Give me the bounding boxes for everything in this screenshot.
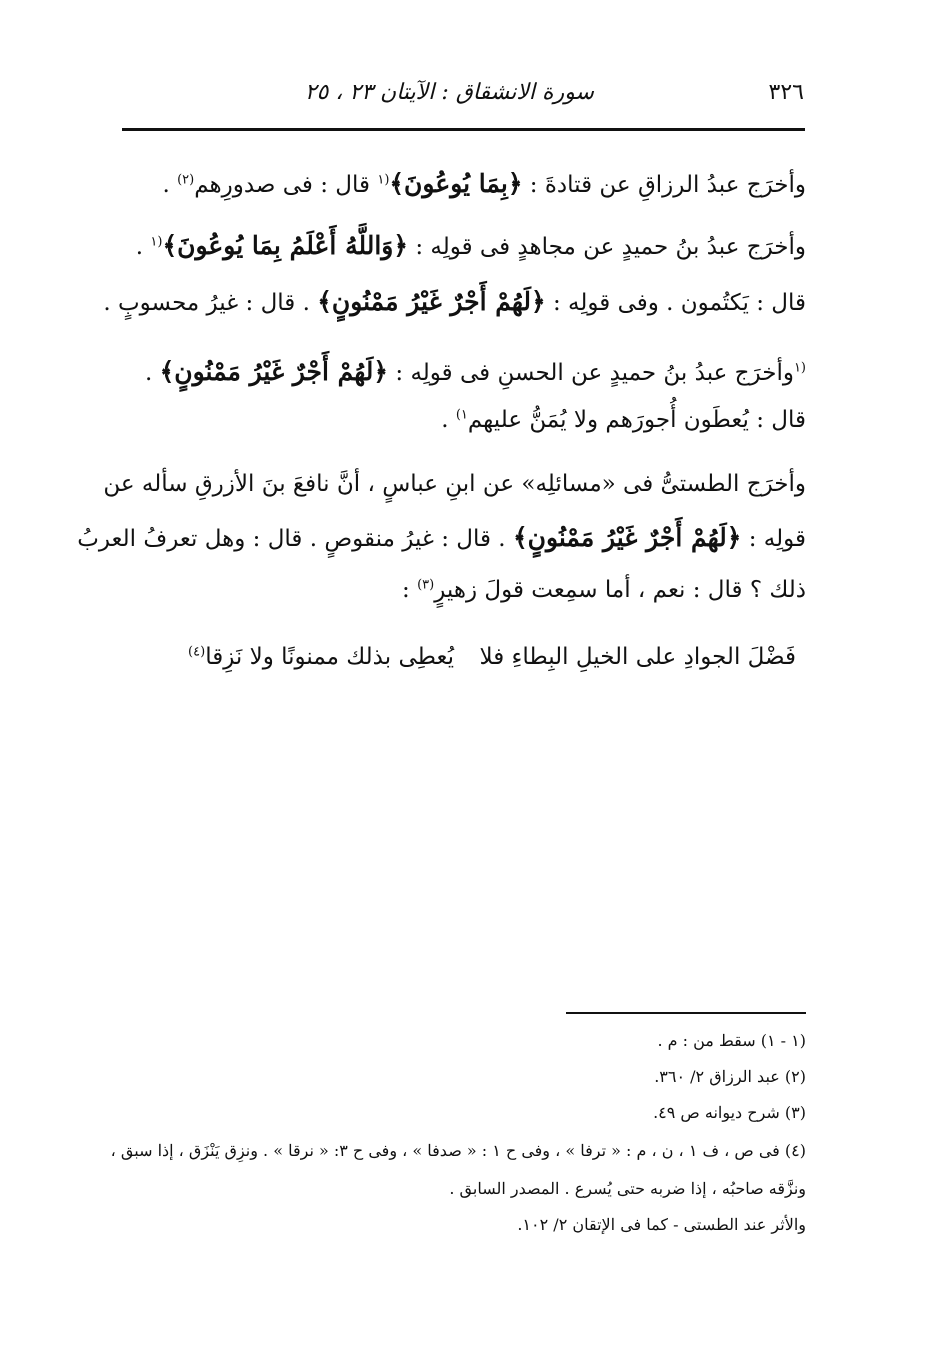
text: . قال : غيرُ محسوبٍ . [103, 290, 318, 316]
footnote-4-line-3: والأثر عند الطستى - كما فى الإتقان ٢/ ١٠٢. [517, 1215, 806, 1234]
footnote-2: (٢) عبد الرزاق ٢/ ٣٦٠. [654, 1067, 806, 1086]
footnote-marker: (١ [150, 234, 163, 250]
text: وأخرَج عبدُ الرزاقِ عن قتادةَ : [522, 172, 806, 198]
paragraph-2-line-1 [122, 224, 806, 268]
text: يُعطِى بذلك ممنونًا ولا نَزِقا [205, 644, 454, 670]
footnote-4-line-1: (٤) فى ص ، ف ١ ، ن ، م : « ترفا » ، وفى ح ١ : « صدفا » ، وفى ح ٣: « نرقا » . ونزِق يَنْزَق ، إذا سبق ، [110, 1141, 806, 1160]
paragraph-3-line-1 [122, 350, 806, 394]
page-number: ٣٢٦ [768, 80, 804, 105]
footnote-marker: (١ [377, 172, 390, 188]
footnote-4-line-2: ونزَّقه صاحبُه ، إذا ضربه حتى يُسرع . المصدر السابق . [449, 1179, 806, 1198]
footnote-rule [566, 1012, 806, 1014]
paragraph-2-line-2 [103, 280, 806, 324]
paragraph-1-line-1 [122, 162, 806, 206]
quran-verse: ﴿لَهُمْ أَجْرٌ غَيْرُ مَمْنُونٍ﴾ [159, 357, 389, 386]
text: : [402, 577, 418, 603]
text: . قال : غيرُ منقوصٍ . قال : وهل تعرفُ العربُ [77, 526, 513, 552]
text: . [162, 172, 178, 198]
footnote-marker: (٣) [417, 577, 435, 593]
poem-hemistich-1: فَضْلَ الجوادِ على الخيلِ البِطاءِ فلا [479, 644, 796, 670]
text: . [144, 360, 160, 386]
page-header [122, 80, 804, 110]
header-rule [122, 128, 805, 131]
text: قولِه : [741, 526, 806, 552]
running-title: سورة الانشقاق : الآيتان ٢٣ ، ٢٥ [304, 80, 594, 105]
poem-hemistich-2 [188, 635, 454, 679]
text: وأخرَج عبدُ بنُ حميدٍ عن مجاهدٍ فى قولِه : [408, 234, 806, 260]
footnote-marker: ١) [455, 407, 468, 423]
text: وأخرَج عبدُ بنُ حميدٍ عن الحسنِ فى قولِه : [388, 360, 794, 386]
poem-verse [122, 635, 806, 679]
footnote-marker: (٢) [177, 172, 195, 188]
text: قال : يَكتُمون . وفى قولِه : [545, 290, 806, 316]
quran-verse: ﴿وَاللَّهُ أَعْلَمُ بِمَا يُوعُونَ﴾ [162, 231, 409, 260]
footnote-marker: (١ [793, 360, 806, 376]
paragraph-4-line-3 [122, 568, 806, 612]
footnote-marker: (٤) [188, 644, 206, 660]
quran-verse: ﴿بِمَا يُوعُونَ﴾ [389, 169, 523, 198]
paragraph-4-line-2 [77, 516, 806, 560]
paragraph-4-line-1 [103, 462, 806, 506]
text: وأخرَج الطستىُّ فى «مسائلِه» عن ابنِ عباسٍ ، أنَّ نافعَ بنَ الأزرقِ سأله عن [103, 471, 806, 497]
quran-verse: ﴿لَهُمْ أَجْرٌ غَيْرُ مَمْنُونٍ﴾ [317, 287, 546, 316]
text: ذلك ؟ قال : نعم ، أما سمِعت قولَ زهيرٍ [434, 577, 806, 603]
text: . [441, 407, 456, 433]
paragraph-3-line-2 [122, 398, 806, 442]
text: قال : فى صدورِهم [194, 172, 378, 198]
footnote-1: (١ - ١) سقط من : م . [657, 1031, 806, 1050]
text: قال : يُعطَون أُجورَهم ولا يُمَنُّ عليهم [467, 407, 806, 433]
text: . [135, 234, 151, 260]
quran-verse: ﴿لَهُمْ أَجْرٌ غَيْرُ مَمْنُونٍ﴾ [512, 523, 742, 552]
footnote-3: (٣) شرح ديوانه ص ٤٩. [653, 1103, 806, 1122]
